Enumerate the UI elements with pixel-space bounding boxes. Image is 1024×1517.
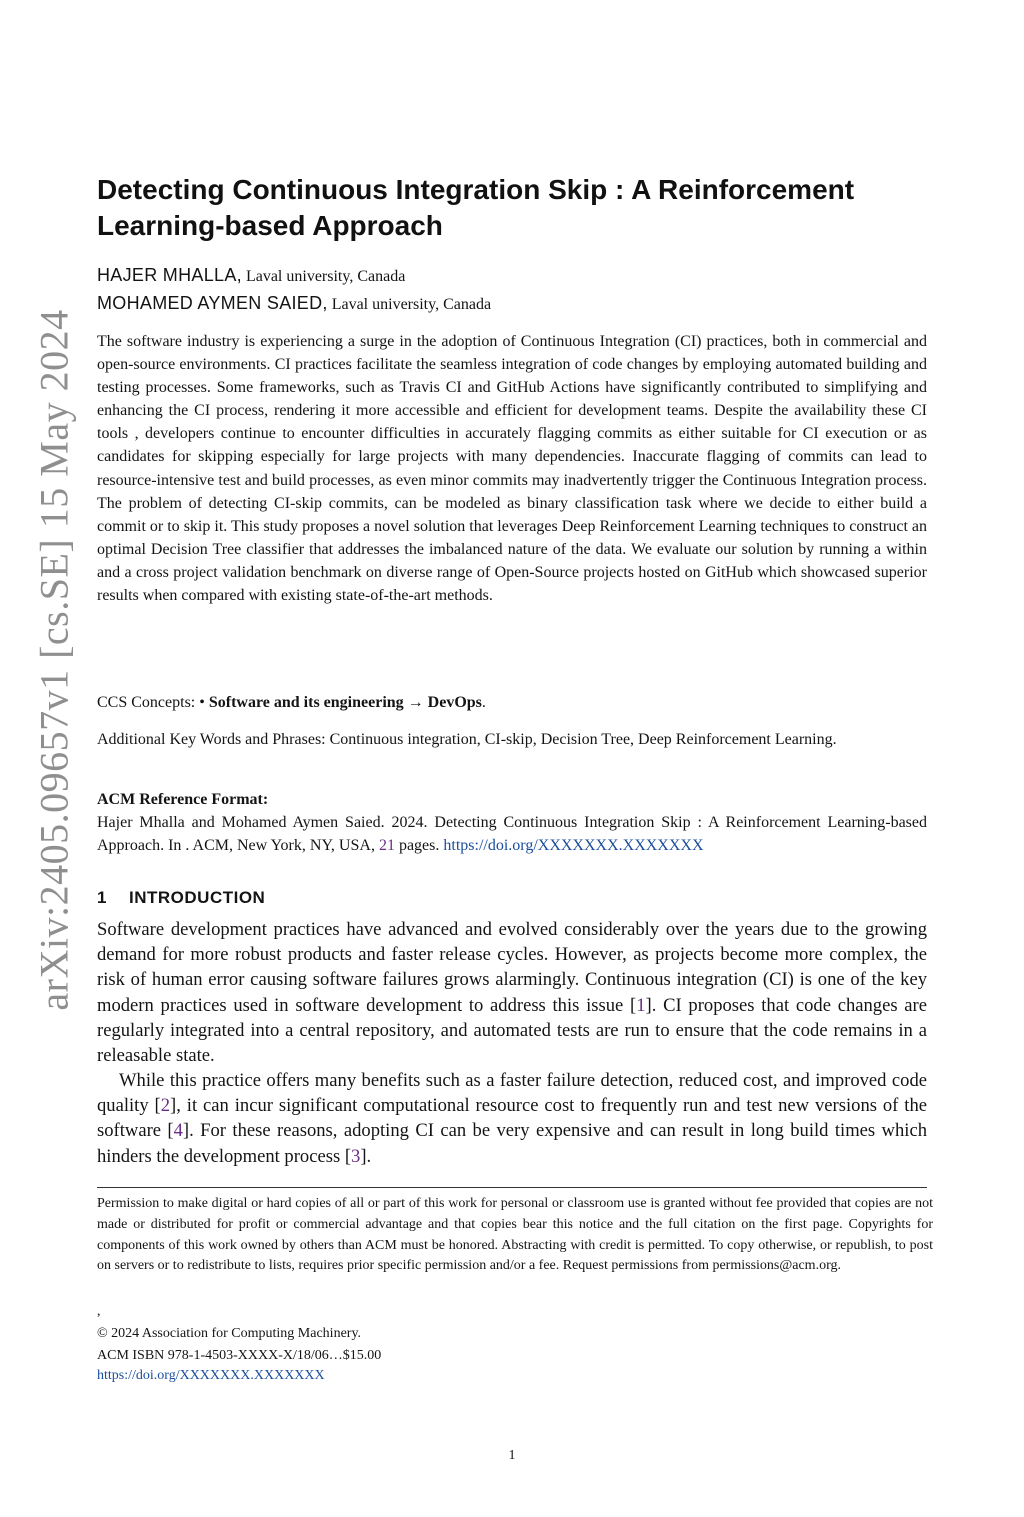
footnote-divider: [97, 1187, 927, 1188]
section-number: 1: [97, 888, 107, 907]
author-2: [97, 292, 491, 316]
citation-link[interactable]: 3: [351, 1145, 361, 1167]
abstract: The software industry is experiencing a surge in the adoption of Continuous Integration (CI) practices, both in commercial and open-source environments. CI practices facilitate the seamless integration of code changes by employing automated building and testing processes. Some frameworks, such as Travis CI and GitHub Actions have significantly contributed to simplifying and enhancing the CI process, rendering it more accessible and efficient for development teams. Despite the availability these CI tools , developers continue to encounter difficulties in accurately flagging commits as either suitable for CI execution or as candidates for skipping especially for large projects with many dependencies. Inaccurate flagging of commits can lead to resource-intensive test and build processes, as even minor commits may inadvertently trigger the Continuous Integration process. The problem of detecting CI-skip commits, can be modeled as binary classification task where we decide to either build a commit or to skip it. This study proposes a novel solution that leverages Deep Reinforcement Learning techniques to construct an optimal Decision Tree classifier that addresses the imbalanced nature of the data. We evaluate our solution by running a within and a cross project validation benchmark on diverse range of Open-Source projects hosted on GitHub which showcased superior results when compared with existing state-of-the-art methods.: [97, 333, 927, 605]
page-number: 1: [508, 1448, 516, 1463]
copyright-notice: © 2024 Association for Computing Machinery.: [97, 1326, 362, 1341]
author-affiliation: Laval university, Canada: [331, 296, 492, 313]
footnote-doi-link[interactable]: https://doi.org/XXXXXXX.XXXXXXX: [97, 1368, 325, 1383]
paragraph-text: ]. For these reasons, adopting CI can be very expensive and can result in long build times which hinders the development process [: [97, 1120, 927, 1167]
ccs-concept: Software and its engineering: [208, 694, 404, 711]
acm-reference-pages-suffix: pages.: [394, 837, 444, 854]
author-name: HAJER MHALLA,: [97, 265, 242, 285]
page-count-link[interactable]: 21: [378, 837, 395, 854]
author-affiliation: Laval university, Canada: [245, 268, 406, 285]
paragraph-text: ], it can incur significant computational resource cost to frequently run and test new versions of the software [: [97, 1095, 927, 1142]
citation-link[interactable]: 4: [173, 1120, 183, 1142]
author-1: [97, 264, 405, 288]
acm-reference: [97, 811, 927, 857]
paragraph-text: Software development practices have advanced and evolved considerably over the years due to the growing demand for more robust products and faster release cycles. However, as projects become more complex, the risk of human error causing software failures grows alarmingly. Continuous integration (CI) is one of the key modern practices used in software development to address this issue [: [97, 919, 927, 1016]
permission-notice: Permission to make digital or hard copies of all or part of this work for personal or classroom use is granted without fee provided that copies are not made or distributed for profit or commercial advantage and that copies bear this notice and the full citation on the first page. Copyrights for components of this work owned by others than ACM must be honored. Abstracting with credit is permitted. To copy otherwise, or republish, to post on servers or to redistribute to lists, requires prior specific permission and/or a fee. Request permissions from permissions@acm.org.: [97, 1196, 933, 1274]
ccs-period: .: [481, 694, 486, 711]
paragraph-text: While this practice offers many benefits such as a faster failure detection, reduced cost, and improved code quality [: [97, 1070, 927, 1117]
citation-link[interactable]: 2: [160, 1095, 171, 1117]
paragraph-text: ].: [360, 1145, 372, 1167]
ccs-arrow: →: [407, 694, 424, 711]
footnote-comma: ,: [97, 1304, 101, 1319]
ccs-subconcept: DevOps: [427, 694, 482, 711]
ccs-bullet: •: [199, 694, 205, 711]
author-name: MOHAMED AYMEN SAIED,: [97, 293, 328, 313]
acm-reference-text: Hajer Mhalla and Mohamed Aymen Saied. 2024. Detecting Continuous Integration Skip : A Reinforcement Learning-based Approach. In . ACM, New York, NY, USA,: [97, 814, 927, 854]
acm-reference-label: ACM Reference Format:: [97, 791, 269, 808]
arxiv-identifier-stamp: arXiv:2405.09657v1 [cs.SE] 15 May 2024: [31, 309, 77, 1011]
section-heading: [97, 886, 265, 910]
section-title: INTRODUCTION: [129, 888, 266, 907]
intro-paragraph-1: [97, 917, 927, 1068]
paper-title: Detecting Continuous Integration Skip : A Reinforcement Learning-based Approach: [97, 174, 855, 241]
ccs-concepts: [97, 691, 927, 714]
acm-reference-heading: [97, 788, 927, 811]
citation-link[interactable]: 1: [636, 994, 646, 1016]
intro-paragraph-2: [97, 1068, 927, 1169]
doi-link[interactable]: https://doi.org/XXXXXXX.XXXXXXX: [443, 837, 704, 854]
ccs-label: CCS Concepts:: [97, 694, 200, 711]
paragraph-text: ]. CI proposes that code changes are regularly integrated into a central repository, and automated tests are run to ensure that the code remains in a releasable state.: [97, 994, 928, 1067]
keywords: Additional Key Words and Phrases: Continuous integration, CI-skip, Decision Tree, Deep Reinforcement Learning.: [97, 731, 837, 748]
isbn: ACM ISBN 978-1-4503-XXXX-X/18/06…$15.00: [97, 1348, 382, 1363]
